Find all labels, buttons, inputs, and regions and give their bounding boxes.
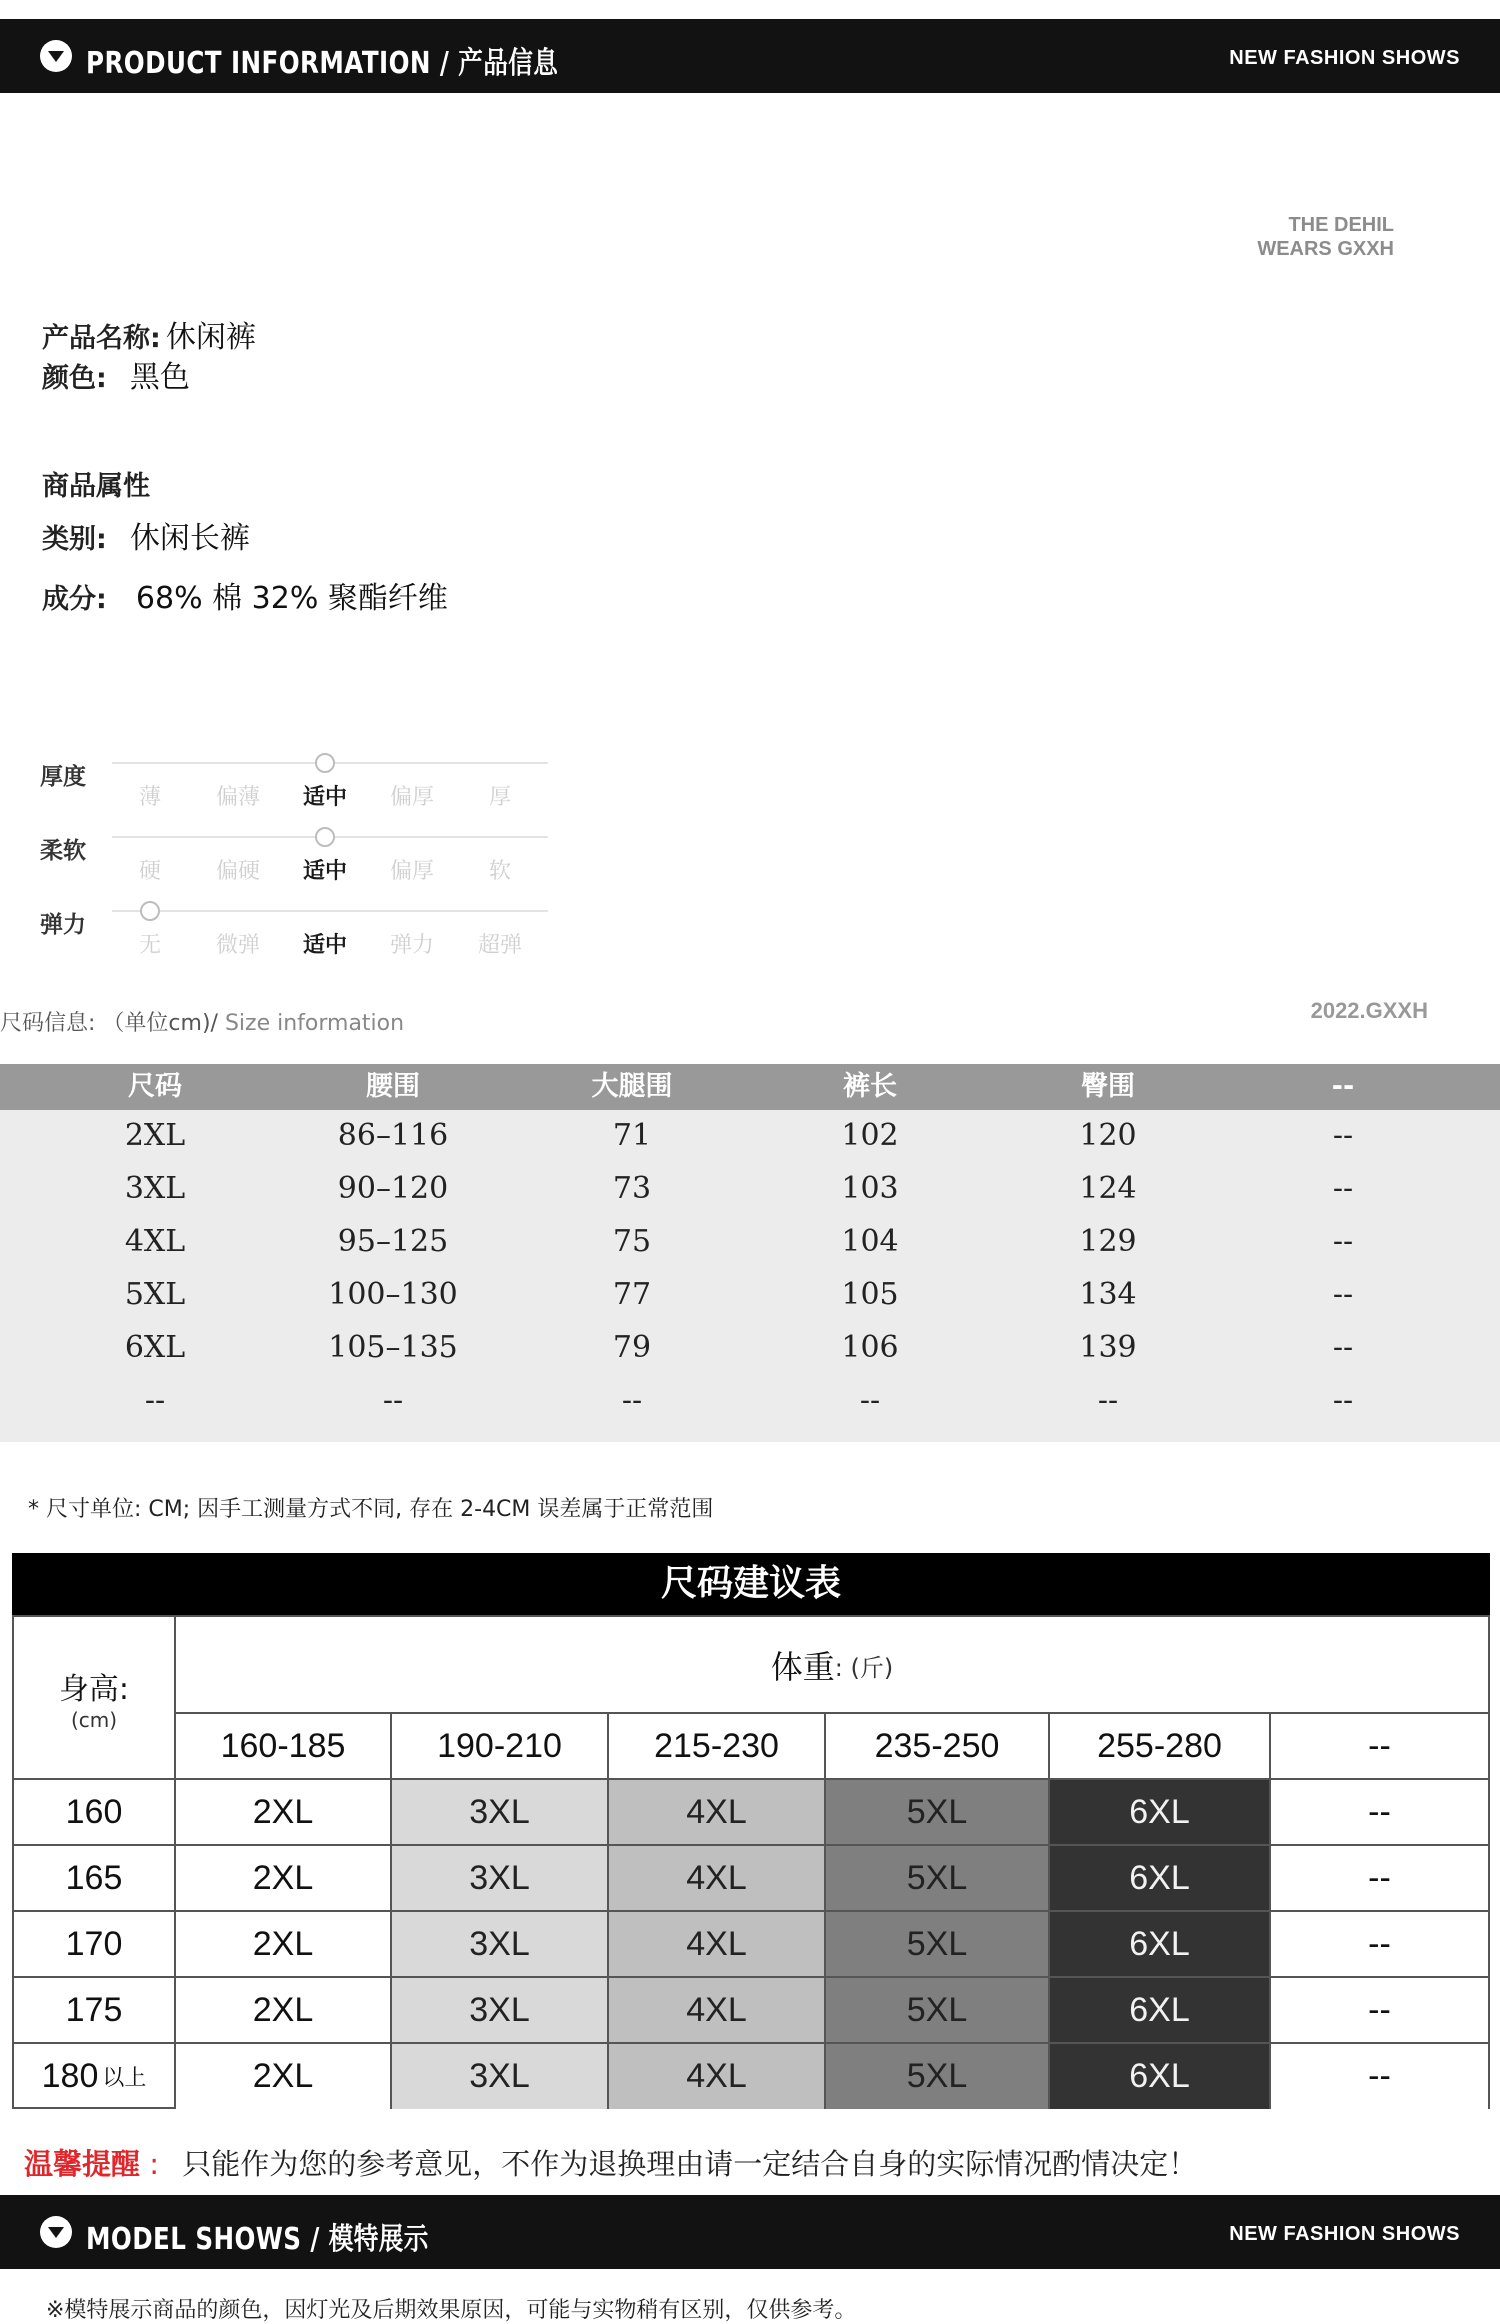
grid-line [14, 1778, 1490, 1780]
size-suggestion-cell: 2XL [176, 1845, 390, 1911]
attribute-option: 软 [488, 859, 511, 884]
grid-line [174, 1617, 176, 2107]
size-info-en: Size information [217, 1011, 405, 1036]
reminder-sep: : [149, 2147, 160, 2181]
model-footnote: ※模特展示商品的颜色，因灯光及后期效果原因，可能与实物稍有区别，仅供参考。 [46, 2298, 857, 2323]
attribute-option: 偏厚 [389, 859, 434, 884]
weight-label: 体重 [770, 1648, 835, 1686]
size-suggestion-cell: 5XL [826, 1911, 1048, 1977]
size-table-cell: -- [144, 1383, 166, 1418]
weight-header [176, 1617, 1488, 1713]
size-table-header-cell: 尺码 [128, 1071, 182, 1102]
size-table-cell: 3XL [124, 1171, 186, 1206]
attribute-option: 偏厚 [389, 785, 434, 810]
size-table-cell: 5XL [124, 1277, 186, 1312]
size-table-cell: -- [382, 1383, 404, 1418]
attribute-option: 偏薄 [215, 785, 260, 810]
height-suffix: 以上 [102, 2065, 147, 2091]
height-cell [14, 1845, 174, 1911]
attribute-label: 弹力 [40, 912, 86, 938]
size-table-cell: 79 [612, 1330, 652, 1365]
attribute-marker [140, 901, 160, 921]
size-suggestion-cell: 6XL [1050, 2043, 1269, 2109]
size-table-cell: -- [1332, 1383, 1354, 1418]
size-suggestion-cell: 5XL [826, 1779, 1048, 1845]
size-suggestion-cell: -- [1271, 1911, 1488, 1977]
size-table-cell: -- [1332, 1330, 1354, 1365]
attribute-marker [315, 827, 335, 847]
recommend-table [12, 1615, 1490, 2109]
attribute-option: 适中 [302, 785, 347, 810]
product-type-row [42, 513, 250, 557]
size-table-cell: 139 [1079, 1330, 1137, 1365]
size-table-cell: -- [1332, 1171, 1354, 1206]
size-suggestion-cell: 6XL [1050, 1977, 1269, 2043]
size-suggestion-cell: 6XL [1050, 1911, 1269, 1977]
height-value: 175 [65, 1990, 123, 2029]
section-title: MODEL SHOWS / 模特展示 [86, 2222, 429, 2257]
brand-logo [1257, 213, 1394, 261]
product-color-label: 颜色: [42, 363, 107, 394]
size-suggestion-cell: 6XL [1050, 1845, 1269, 1911]
attribute-option: 硬 [138, 859, 161, 884]
chevron-down-circle-icon [40, 2216, 72, 2248]
size-table-cell: 102 [841, 1118, 899, 1153]
size-suggestion-cell: -- [1271, 1977, 1488, 2043]
attribute-option: 微弹 [215, 933, 260, 958]
size-table-cell: 6XL [124, 1330, 186, 1365]
size-table [0, 1064, 1500, 1442]
grid-line [14, 1910, 1490, 1912]
size-table-cell: 134 [1079, 1277, 1137, 1312]
size-table-header-cell: 臀围 [1081, 1071, 1135, 1102]
height-value: 160 [65, 1792, 123, 1831]
chevron-down-circle-icon [40, 40, 72, 72]
product-type-label: 类别: [42, 524, 107, 555]
attribute-option: 薄 [138, 785, 161, 810]
size-suggestion-cell: 2XL [176, 2043, 390, 2109]
height-cell [14, 1977, 174, 2043]
header-tagline: NEW FASHION SHOWS [1229, 2223, 1460, 2245]
size-table-header-cell: 腰围 [366, 1071, 420, 1102]
size-suggestion-cell: 4XL [609, 1977, 824, 2043]
weight-range-cell: -- [1368, 1726, 1391, 1765]
size-table-cell: 77 [612, 1277, 652, 1312]
size-suggestion-cell: -- [1271, 1779, 1488, 1845]
size-suggestion-cell: 5XL [826, 1977, 1048, 2043]
weight-range-cell: 160-185 [220, 1726, 346, 1765]
size-suggestion-cell: 4XL [609, 1779, 824, 1845]
size-table-cell: 105 [841, 1277, 899, 1312]
size-table-cell: 100–130 [328, 1277, 458, 1312]
grid-line [14, 1844, 1490, 1846]
size-suggestion-cell: -- [1271, 1845, 1488, 1911]
size-suggestion-cell: 5XL [826, 1845, 1048, 1911]
product-name-value: 休闲裤 [165, 320, 256, 355]
product-material-label: 成分: [42, 584, 107, 615]
size-table-cell: 95–125 [337, 1224, 449, 1259]
size-table-cell: 120 [1079, 1118, 1137, 1153]
height-value: 180 [41, 2056, 99, 2095]
measurement-note: * 尺寸单位: CM; 因手工测量方式不同, 存在 2-4CM 误差属于正常范围 [28, 1497, 714, 1522]
height-header [14, 1617, 174, 1779]
size-table-cell: 129 [1079, 1224, 1137, 1259]
height-cell [14, 2043, 174, 2109]
size-table-cell: 4XL [124, 1224, 186, 1259]
attribute-scale-line [112, 910, 548, 912]
header-tagline: NEW FASHION SHOWS [1229, 47, 1460, 69]
size-table-cell: -- [1332, 1118, 1354, 1153]
attribute-option: 无 [138, 933, 161, 958]
size-table-cell: 75 [612, 1224, 652, 1259]
brand-line-1: THE DEHIL [1288, 214, 1394, 236]
size-suggestion-cell: 5XL [826, 2043, 1048, 2109]
size-table-cell: 106 [841, 1330, 899, 1365]
size-info-title: 尺码信息: [0, 1011, 96, 1036]
size-table-header-cell: 裤长 [843, 1071, 897, 1102]
height-unit: (cm) [70, 1708, 118, 1732]
size-info-label [0, 1006, 404, 1037]
product-material-value: 68% 棉 32% 聚酯纤维 [135, 581, 448, 616]
size-suggestion-cell: 2XL [176, 1779, 390, 1845]
size-table-cell: 105–135 [328, 1330, 458, 1365]
size-table-cell: 124 [1079, 1171, 1137, 1206]
height-cell [14, 1779, 174, 1845]
section-title: PRODUCT INFORMATION / 产品信息 [86, 46, 559, 81]
height-value: 165 [65, 1858, 123, 1897]
size-suggestion-cell: 3XL [392, 1779, 607, 1845]
height-value: 170 [65, 1924, 123, 1963]
size-suggestion-cell: 4XL [609, 2043, 824, 2109]
attribute-option: 偏硬 [215, 859, 260, 884]
attributes-heading-row [42, 464, 150, 503]
size-table-cell: -- [621, 1383, 643, 1418]
size-suggestion-cell: -- [1271, 2043, 1488, 2109]
weight-unit: : (斤) [834, 1653, 894, 1682]
size-table-cell: -- [1332, 1277, 1354, 1312]
height-cell [14, 1911, 174, 1977]
grid-line [174, 1712, 1490, 1714]
brand-line-2: WEARS GXXH [1257, 238, 1394, 260]
product-info-header [0, 19, 1500, 93]
size-table-cell: -- [1332, 1224, 1354, 1259]
product-type-value: 休闲长裤 [129, 521, 250, 556]
size-table-cell: 73 [612, 1171, 652, 1206]
attributes-heading: 商品属性 [42, 471, 150, 502]
height-label: 身高: [58, 1672, 130, 1707]
product-color-value: 黑色 [129, 360, 190, 395]
reminder [24, 2142, 1197, 2183]
product-name-row [42, 312, 256, 356]
size-info-unit: （单位cm)/ [102, 1011, 218, 1036]
recommend-table-title: 尺码建议表 [12, 1553, 1490, 1615]
attribute-option: 厚 [488, 785, 511, 810]
size-suggestion-cell: 3XL [392, 1911, 607, 1977]
size-suggestion-cell: 4XL [609, 1911, 824, 1977]
size-suggestion-cell: 4XL [609, 1845, 824, 1911]
attribute-option: 弹力 [389, 933, 434, 958]
size-table-header [0, 1064, 1500, 1110]
attribute-option: 适中 [302, 859, 347, 884]
size-table-cell: 90–120 [337, 1171, 449, 1206]
size-table-cell: -- [1097, 1383, 1119, 1418]
size-table-header-cell: 大腿围 [591, 1071, 673, 1102]
weight-range-cell: 235-250 [874, 1726, 1000, 1765]
product-name-label: 产品名称: [42, 323, 161, 354]
size-table-cell: 71 [612, 1118, 652, 1153]
year-mark: 2022.GXXH [1310, 998, 1428, 1023]
attribute-option: 适中 [302, 933, 347, 958]
attribute-option: 超弹 [477, 933, 522, 958]
reminder-label: 温馨提醒 [24, 2147, 141, 2181]
grid-line [14, 2042, 1490, 2044]
model-shows-header [0, 2195, 1500, 2269]
size-suggestion-cell: 2XL [176, 1977, 390, 2043]
size-suggestion-cell: 3XL [392, 1977, 607, 2043]
weight-range-cell: 190-210 [437, 1726, 562, 1765]
size-table-cell: 104 [841, 1224, 899, 1259]
size-suggestion-cell: 6XL [1050, 1779, 1269, 1845]
size-suggestion-cell: 2XL [176, 1911, 390, 1977]
reminder-text: 只能作为您的参考意见，不作为退换理由请一定结合自身的实际情况酌情决定！ [182, 2147, 1198, 2181]
attribute-label: 厚度 [40, 764, 86, 790]
weight-range-cell: 215-230 [654, 1726, 779, 1765]
weight-range-cell: 255-280 [1097, 1726, 1222, 1765]
size-table-header-cell: -- [1331, 1071, 1355, 1102]
size-suggestion-cell: 3XL [392, 1845, 607, 1911]
size-table-cell: 2XL [124, 1118, 186, 1153]
attribute-marker [315, 753, 335, 773]
size-table-cell: -- [859, 1383, 881, 1418]
size-table-cell: 86–116 [337, 1118, 449, 1153]
size-table-cell: 103 [841, 1171, 899, 1206]
product-color-row [42, 352, 190, 396]
attribute-label: 柔软 [40, 838, 86, 864]
product-material-row [42, 573, 448, 617]
grid-line [14, 1976, 1490, 1978]
size-suggestion-cell: 3XL [392, 2043, 607, 2109]
